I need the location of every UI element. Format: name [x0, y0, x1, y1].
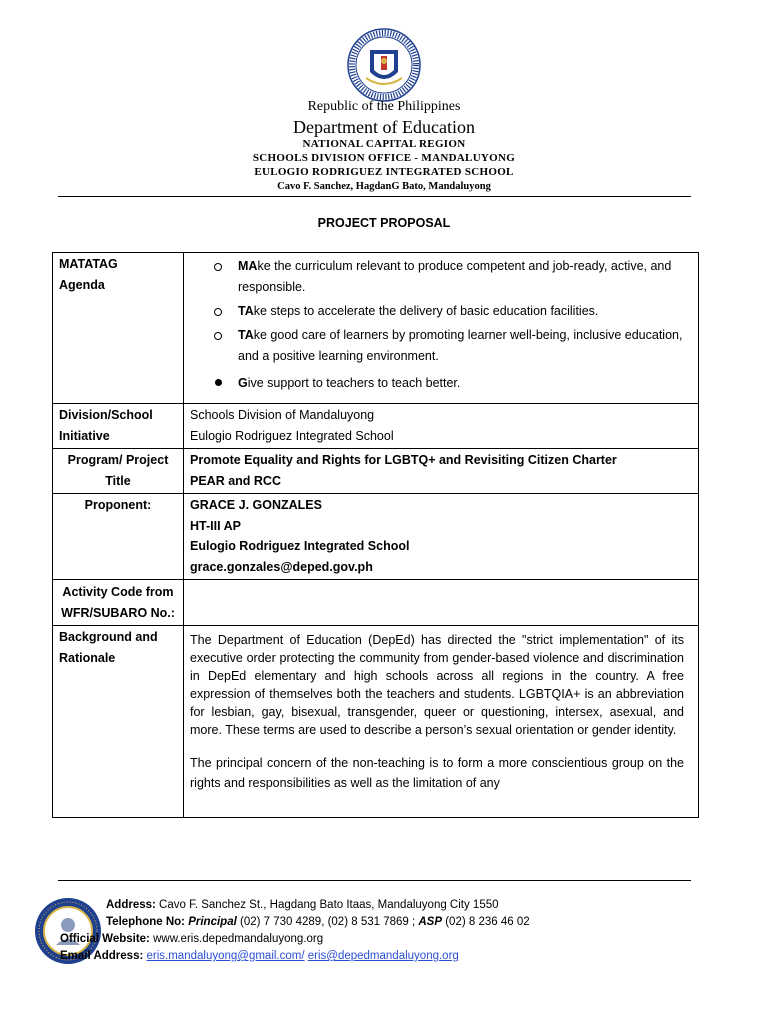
activity-code-label: Activity Code from WFR/SUBARO No.:	[53, 580, 184, 626]
document-title: PROJECT PROPOSAL	[317, 216, 451, 230]
list-item: Give support to teachers to teach better.	[214, 373, 692, 394]
proponent-email: grace.gonzales@deped.gov.ph	[190, 559, 373, 574]
deped-seal-logo	[330, 28, 438, 102]
division-office-name: SCHOOLS DIVISION OFFICE - MANDALUYONG	[252, 152, 516, 164]
list-item: TAke good care of learners by promoting learner well-being, inclusive education, and a positive learning environment.	[214, 325, 692, 367]
project-acronym: PEAR and RCC	[190, 473, 281, 488]
proponent-position: HT-III AP	[190, 518, 241, 533]
school-name-value: Eulogio Rodriguez Integrated School	[190, 428, 394, 443]
table-row	[53, 580, 699, 626]
table-row	[53, 626, 699, 818]
email-link-gmail[interactable]: eris.mandaluyong@gmail.com/	[146, 950, 305, 962]
footer-contact	[60, 897, 530, 965]
matatag-label: MATATAG	[59, 257, 118, 271]
footer-address: Address: Cavo F. Sanchez St., Hagdang Bato Itaas, Mandaluyong City 1550	[106, 899, 499, 911]
footer-telephone: Telephone No: Principal (02) 7 730 4289, (02) 8 531 7869 ; ASP (02) 8 236 46 02	[106, 916, 530, 928]
table-row	[53, 404, 699, 449]
school-address: Cavo F. Sanchez, HagdanG Bato, Mandaluyong	[277, 181, 491, 192]
division-value-cell	[184, 404, 699, 449]
division-name: Schools Division of Mandaluyong	[190, 408, 375, 422]
activity-code-value	[184, 580, 699, 626]
list-item: TAke steps to accelerate the delivery of basic education facilities.	[214, 301, 692, 322]
hollow-bullet-icon	[214, 263, 222, 271]
program-value-cell	[184, 449, 699, 494]
agenda-cell	[184, 253, 699, 404]
footer-website: Official Website: www.eris.depedmandaluyong.org	[60, 933, 324, 945]
table-row	[53, 253, 699, 404]
agenda-label: Agenda	[59, 277, 105, 292]
footer-email: Email Address: eris.mandaluyong@gmail.com/ eris@depedmandaluyong.org	[60, 950, 459, 962]
list-item: MAke the curriculum relevant to produce competent and job-ready, active, and responsible.	[214, 256, 692, 298]
division-label: Division/School Initiative	[53, 404, 184, 449]
proponent-label: Proponent:	[53, 494, 184, 580]
filled-bullet-icon	[215, 379, 222, 386]
background-label: Background and Rationale	[53, 626, 184, 818]
footer-divider	[58, 880, 691, 881]
proponent-value-cell	[184, 494, 699, 580]
program-label: Program/ Project Title	[53, 449, 184, 494]
hollow-bullet-icon	[214, 308, 222, 316]
hollow-bullet-icon	[214, 332, 222, 340]
matatag-label-cell	[53, 253, 184, 404]
header-divider	[58, 196, 691, 197]
background-text	[190, 626, 692, 817]
background-paragraph-2: The principal concern of the non-teaching is to form a more conscientious group on the rights and responsibilities as well as the limitation of any	[190, 756, 684, 790]
background-paragraph-1: The Department of Education (DepEd) has directed the "strict implementation" of its executive order protecting the community from gender-based violence and discrimination in DepEd elementary and high schools across all regions in the country. A free expression of themselves both the teachers and students. LGBTQIA+ is an abbreviation for lesbian, gay, bisexual, transgender, queer or questioning, intersex, asexual, and more. These terms are used to describe a person’s sexual orientation or gender identity.	[190, 633, 684, 737]
republic-line: Republic of the Philippines	[307, 99, 461, 114]
table-row	[53, 494, 699, 580]
agenda-list	[214, 256, 692, 394]
background-value-cell	[184, 626, 699, 818]
project-title: Promote Equality and Rights for LGBTQ+ and Revisiting Citizen Charter	[190, 453, 617, 467]
table-row	[53, 449, 699, 494]
department-name: Department of Education	[293, 117, 475, 137]
proposal-table	[52, 252, 699, 818]
email-link-deped[interactable]: eris@depedmandaluyong.org	[307, 950, 459, 962]
region-name: NATIONAL CAPITAL REGION	[302, 138, 466, 150]
school-name: EULOGIO RODRIGUEZ INTEGRATED SCHOOL	[254, 166, 514, 178]
proponent-school: Eulogio Rodriguez Integrated School	[190, 539, 410, 553]
proponent-name: GRACE J. GONZALES	[190, 498, 322, 512]
